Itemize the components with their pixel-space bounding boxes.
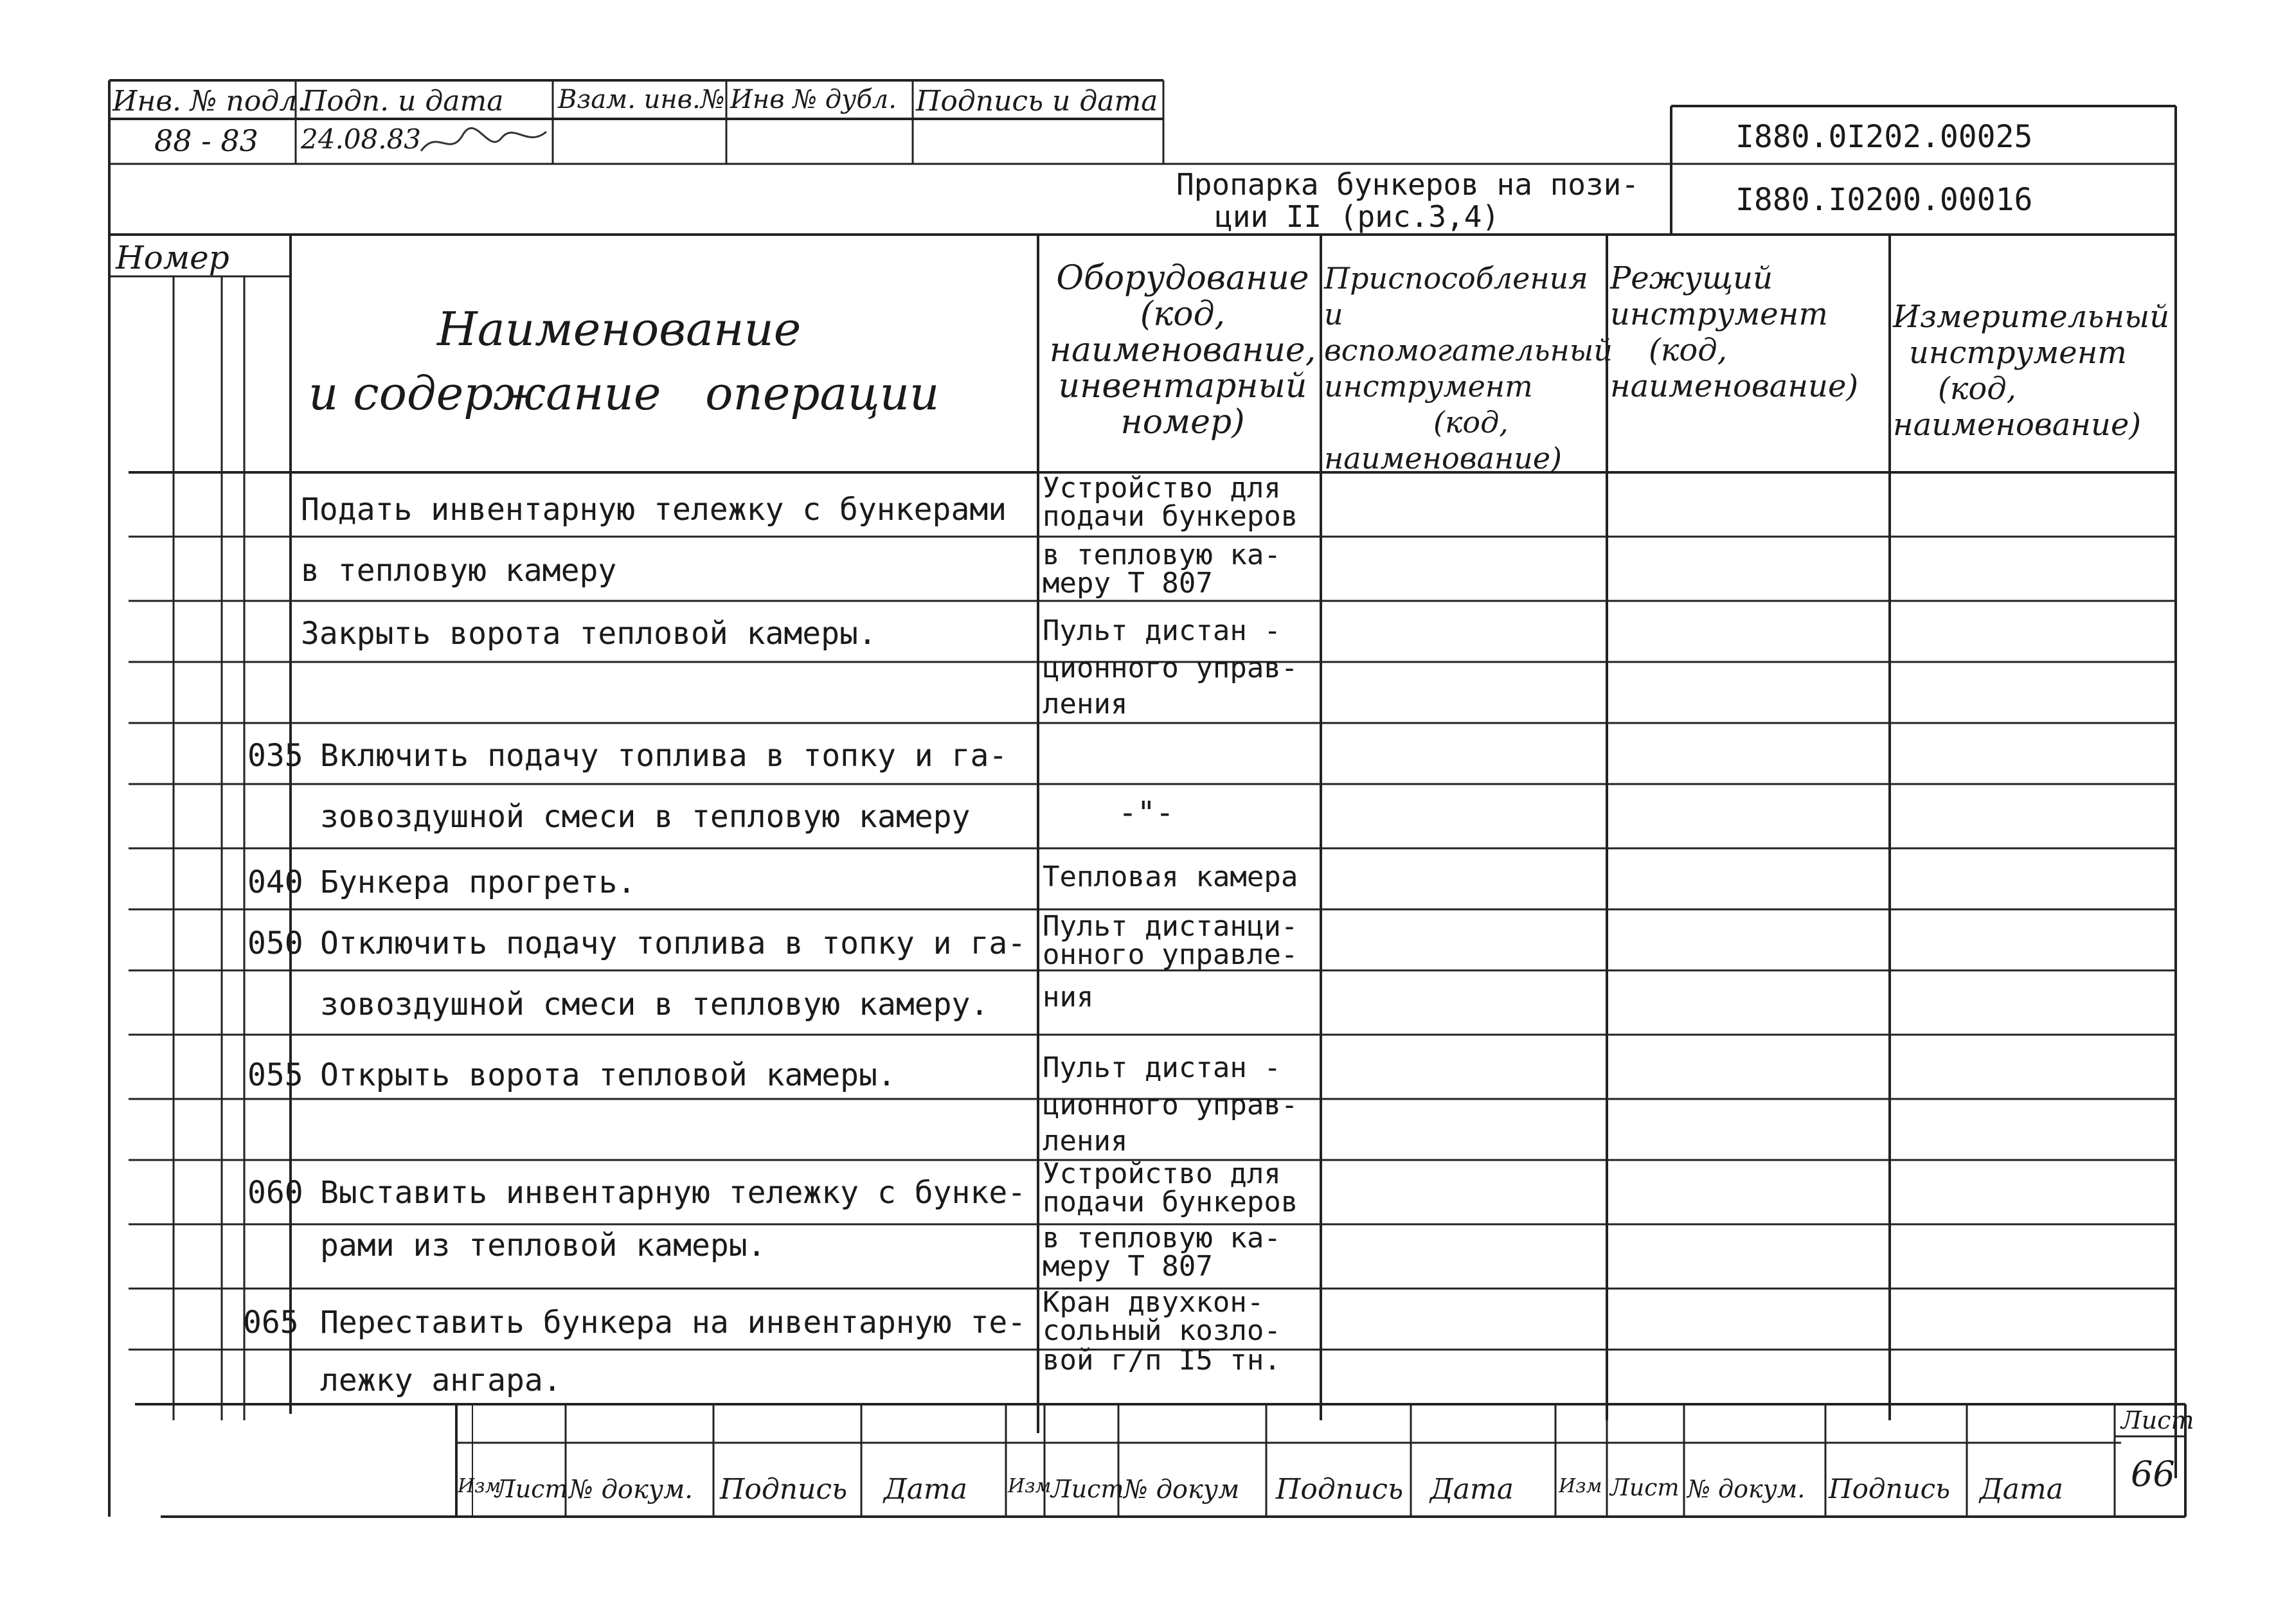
footer-g1-sign: Подпись — [720, 1473, 848, 1506]
footer-g3-sign: Подпись — [1829, 1473, 1951, 1504]
equip-hdr-line: (код, — [1140, 295, 1226, 334]
footer-g2-izm: Изм — [1008, 1475, 1052, 1497]
fixtures-hdr-line: Приспособления — [1324, 261, 1588, 296]
equip-line: ления — [1043, 688, 1128, 720]
row-text-8: зовоздушной смеси в тепловую камеру. — [320, 986, 989, 1022]
equip-line: Тепловая камера — [1043, 861, 1298, 893]
equip-line: онного управле- — [1043, 938, 1298, 971]
stamp-header-sign: Подпись и дата — [916, 85, 1158, 118]
fixtures-hdr-line: наименование) — [1324, 441, 1562, 476]
row-equip-10 — [1043, 1091, 1298, 1156]
footer-g1-doc: № докум. — [569, 1475, 693, 1504]
row-num-11: 060 — [247, 1175, 303, 1211]
footer-g2-doc: № докум — [1124, 1475, 1240, 1504]
stamp-sign-date: 24.08.83 — [301, 123, 422, 155]
row-equip-2 — [1043, 614, 1281, 647]
equip-line: ционного управ- — [1043, 1089, 1298, 1121]
row-text-2: Закрыть ворота тепловой камеры. — [301, 616, 877, 652]
footer-g1-date: Дата — [884, 1473, 967, 1506]
title-line-1: Пропарка бункеров на пози- — [1176, 167, 1640, 202]
equip-line: Пульт дистан - — [1043, 614, 1281, 647]
row-text-9: Открыть ворота тепловой камеры. — [320, 1057, 896, 1093]
equip-line: Пульт дистанци- — [1043, 910, 1298, 943]
footer-g3-izm: Изм — [1559, 1475, 1602, 1497]
footer-g2-sign: Подпись — [1276, 1473, 1404, 1506]
equip-hdr-line: наименование, — [1049, 331, 1316, 370]
equip-line: меру Т 807 — [1043, 567, 1213, 600]
col-header-name-1: Наименование — [437, 302, 802, 356]
equip-line: подачи бункеров — [1043, 500, 1298, 533]
equip-line: меру Т 807 — [1043, 1250, 1213, 1283]
col-header-cutting — [1610, 260, 1890, 404]
doc-code-2: I880.I0200.00016 — [1735, 182, 2033, 218]
signature-scribble — [418, 122, 553, 161]
operation-title — [1176, 168, 1639, 233]
cutting-hdr-line: инструмент — [1610, 296, 1828, 332]
row-equip-13 — [1043, 1286, 1281, 1347]
row-text-7: Отключить подачу топлива в топку и га- — [320, 925, 1026, 961]
footer-g1-izm: Изм — [458, 1475, 501, 1497]
doc-code-1: I880.0I202.00025 — [1735, 119, 2033, 155]
row-equip-14 — [1043, 1346, 1281, 1375]
equip-line: Устройство для — [1043, 1157, 1281, 1190]
stamp-header-sign-date: Подп. и дата — [302, 85, 504, 118]
row-equip-3 — [1043, 654, 1298, 718]
row-equip-7 — [1043, 910, 1298, 971]
row-text-4: Включить подачу топлива в топку и га- — [320, 738, 1008, 774]
stamp-header-inv: Инв. № подл. — [112, 85, 307, 118]
equip-hdr-line: номер) — [1120, 403, 1245, 442]
row-equip-0 — [1043, 474, 1298, 531]
row-num-9: 055 — [247, 1057, 303, 1093]
row-equip-9 — [1043, 1051, 1281, 1084]
col-header-name-2: и содержание операции — [309, 366, 940, 420]
row-equip-8 — [1043, 983, 1093, 1012]
equip-line: вой г/п I5 тн. — [1043, 1344, 1281, 1377]
equip-line: сольный козло- — [1043, 1314, 1281, 1347]
row-text-0: Подать инвентарную тележку с бункерами — [301, 492, 1007, 528]
cutting-hdr-line: Режущий — [1610, 260, 1773, 296]
footer-g2-date: Дата — [1430, 1473, 1514, 1506]
row-text-11: Выставить инвентарную тележку с бунке- — [320, 1175, 1026, 1211]
measuring-hdr-line: инструмент — [1909, 335, 2127, 371]
equip-line: -"- — [1118, 795, 1174, 831]
fixtures-hdr-line: инструмент — [1324, 369, 1533, 404]
row-text-13: Переставить бункера на инвентарную те- — [320, 1305, 1026, 1341]
row-text-1: в тепловую камеру — [301, 553, 617, 589]
measuring-hdr-line: Измерительный — [1893, 299, 2170, 335]
row-text-6: Бункера прогреть. — [320, 864, 636, 900]
equip-line: в тепловую ка- — [1043, 1222, 1281, 1254]
row-num-4: 035 — [247, 738, 303, 774]
row-num-6: 040 — [247, 864, 303, 900]
col-header-measuring — [1893, 299, 2176, 443]
footer-g3-date: Дата — [1980, 1473, 2063, 1506]
footer-g1-list: Лист — [495, 1475, 568, 1503]
stamp-header-dup: Инв № дубл. — [730, 85, 897, 114]
col-header-number: Номер — [116, 239, 229, 276]
footer-g3-doc: № докум. — [1687, 1475, 1806, 1503]
row-equip-11 — [1043, 1157, 1298, 1218]
fixtures-hdr-line: (код, — [1433, 405, 1509, 440]
stamp-header-replace: Взам. инв.№ — [558, 85, 725, 114]
equip-line: подачи бункеров — [1043, 1186, 1298, 1218]
equip-line: ционного управ- — [1043, 652, 1298, 684]
title-line-2: ции II (рис.3,4) — [1215, 199, 1500, 234]
row-equip-6 — [1043, 863, 1298, 891]
row-equip-5 — [1118, 795, 1174, 831]
row-equip-12 — [1043, 1224, 1281, 1281]
row-text-14: лежку ангара. — [320, 1362, 562, 1398]
row-equip-1 — [1043, 541, 1281, 598]
equip-line: Пульт дистан - — [1043, 1051, 1281, 1084]
col-header-fixtures — [1324, 260, 1613, 476]
equip-line: Устройство для — [1043, 472, 1281, 504]
equip-line: Кран двухкон- — [1043, 1286, 1264, 1319]
col-header-equipment — [1044, 260, 1321, 440]
row-text-5: зовоздушной смеси в тепловую камеру — [320, 799, 971, 835]
equip-line: в тепловую ка- — [1043, 539, 1281, 571]
equip-line: ления — [1043, 1125, 1128, 1157]
stamp-inv-number: 88 - 83 — [154, 123, 258, 158]
cutting-hdr-line: наименование) — [1610, 368, 1859, 404]
cutting-hdr-line: (код, — [1649, 332, 1727, 368]
row-num-7: 050 — [247, 925, 303, 961]
row-text-12: рами из тепловой камеры. — [320, 1227, 766, 1263]
footer-g2-list: Лист — [1051, 1475, 1124, 1503]
equip-line: ния — [1043, 981, 1094, 1013]
fixtures-hdr-line: и вспомогательный — [1324, 297, 1613, 368]
sheet-number: 66 — [2131, 1454, 2175, 1494]
footer-g3-list: Лист — [1610, 1475, 1680, 1501]
row-num-13: 065 — [243, 1305, 299, 1341]
sheet-label: Лист — [2121, 1406, 2194, 1434]
measuring-hdr-line: (код, — [1938, 371, 2016, 407]
equip-hdr-line: Оборудование — [1056, 259, 1309, 298]
equip-hdr-line: инвентарный — [1058, 367, 1307, 406]
measuring-hdr-line: наименование) — [1893, 407, 2142, 443]
